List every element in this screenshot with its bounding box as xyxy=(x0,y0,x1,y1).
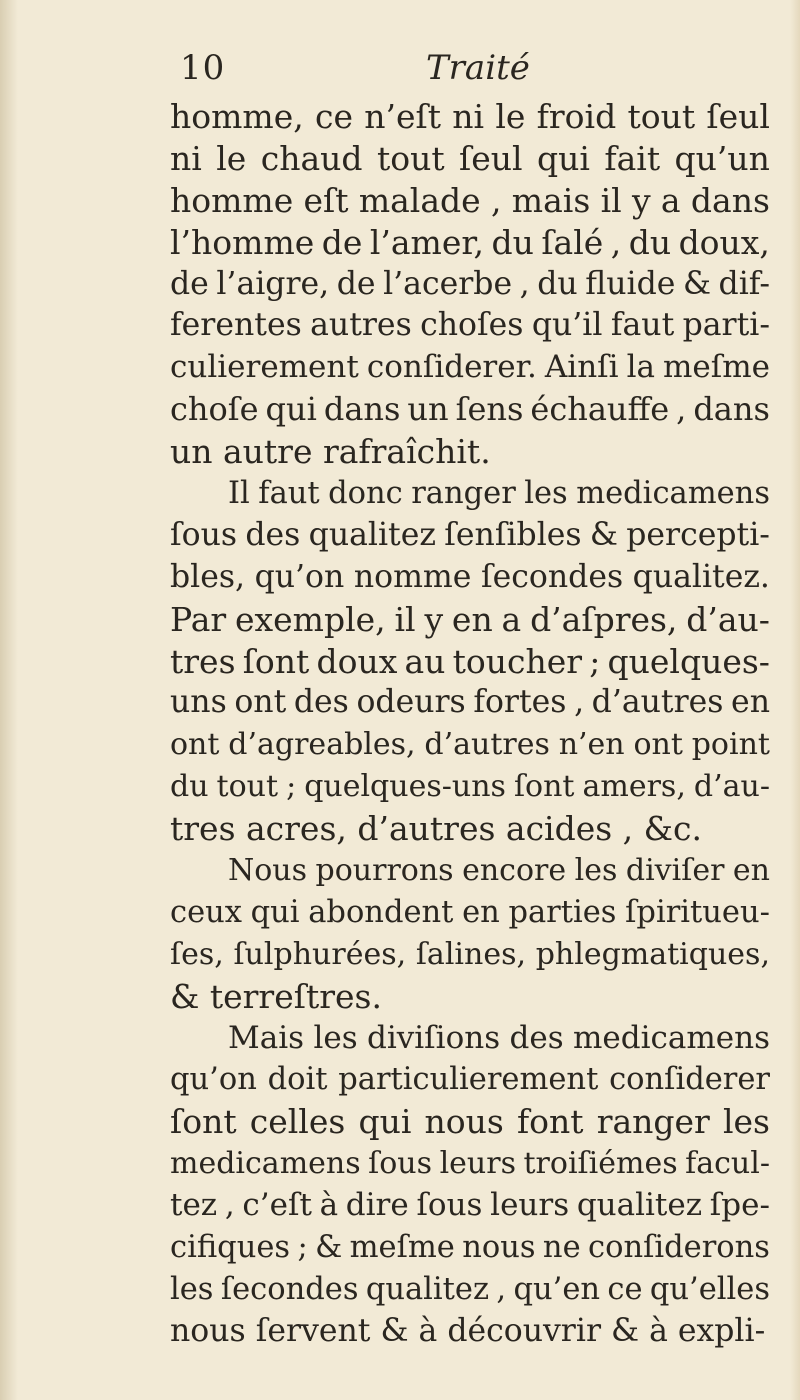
paragraph xyxy=(170,96,770,473)
text-line: ni le chaud tout ſeul qui fait qu’un xyxy=(170,138,770,178)
text-line: ſont celles qui nous font ranger les xyxy=(170,1102,770,1142)
running-head xyxy=(180,48,780,98)
text-line: Il faut donc ranger les medicamens xyxy=(228,476,770,512)
text-line: homme, ce n’eſt ni le froid tout ſeul xyxy=(170,97,770,136)
paragraph xyxy=(170,473,770,850)
gutter-shadow xyxy=(0,0,18,1400)
paragraph xyxy=(170,1018,770,1353)
text-line: un autre rafraîchit. xyxy=(170,432,491,472)
paragraph xyxy=(170,850,770,1018)
text-line: ceux qui abondent en parties ſpiritueu- xyxy=(170,894,770,930)
text-line: nous ſervent & à découvrir & à expli- xyxy=(170,1312,766,1349)
text-line: & terreſtres. xyxy=(170,976,382,1016)
text-line: de l’aigre, de l’acerbe , du fluide & dif- xyxy=(170,265,770,302)
page-edge xyxy=(790,0,800,1400)
text-line: ſes, ſulphurées, ſalines, phlegmatiques, xyxy=(170,936,770,972)
text-line: ſous des qualitez ſenſibles & percepti- xyxy=(170,516,770,553)
text-line: tez , c’eſt à dire ſous leurs qualitez ſpe- xyxy=(170,1187,770,1224)
text-line: Nous pourrons encore les diviſer en xyxy=(228,853,770,889)
body-text xyxy=(170,96,770,1353)
text-line: les ſecondes qualitez , qu’en ce qu’elles xyxy=(170,1271,770,1307)
text-line: medicamens ſous leurs troiſiémes facul- xyxy=(170,1146,770,1182)
text-line: culierement conſiderer. Ainſi la meſme xyxy=(170,349,770,386)
text-line: bles, qu’on nomme ſecondes qualitez. xyxy=(170,558,770,595)
text-line: qu’on doit particulierement conſiderer xyxy=(170,1062,770,1098)
text-line: l’homme de l’amer, du ſalé , du doux, xyxy=(170,222,770,262)
text-line: tres ſont doux au toucher ; quelques- xyxy=(170,641,770,681)
text-line: tres acres, d’autres acides , &c. xyxy=(170,809,703,849)
text-line: homme eſt malade , mais il y a dans xyxy=(170,180,770,220)
text-line: ferentes autres choſes qu’il faut parti- xyxy=(170,307,770,344)
text-line: du tout ; quelques-uns ſont amers, d’au- xyxy=(170,769,770,805)
text-line: Mais les diviſions des medicamens xyxy=(228,1019,770,1056)
text-line: cifiques ; & meſme nous ne conſiderons xyxy=(170,1230,770,1266)
text-line: choſe qui dans un ſens échauffe , dans xyxy=(170,390,770,429)
text-line: ont d’agreables, d’autres n’en ont point xyxy=(170,727,770,763)
page-number: 10 xyxy=(180,48,226,88)
running-title: Traité xyxy=(426,48,530,88)
text-line: uns ont des odeurs fortes , d’autres en xyxy=(170,684,770,721)
text-line: Par exemple, il y en a d’aſpres, d’au- xyxy=(170,599,770,639)
